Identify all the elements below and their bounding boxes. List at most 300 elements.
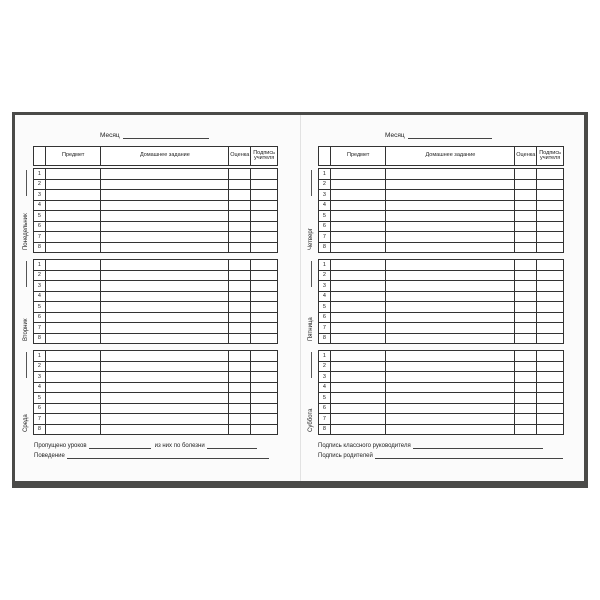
subject-cell[interactable]	[46, 313, 102, 323]
grade-cell[interactable]	[229, 302, 251, 312]
grade-cell[interactable]	[515, 425, 537, 434]
left-header-signature: Подпись учителя	[253, 149, 275, 161]
right-day-label: Четверг	[308, 228, 314, 250]
homework-cell[interactable]	[101, 271, 229, 281]
subject-cell[interactable]	[331, 201, 387, 211]
table-row	[318, 210, 564, 221]
signature-cell[interactable]	[251, 404, 277, 414]
signature-cell[interactable]	[537, 414, 563, 424]
grade-cell[interactable]	[229, 222, 251, 232]
row-number: 2	[34, 180, 46, 190]
table-row	[318, 189, 564, 200]
signature-cell[interactable]	[251, 425, 277, 434]
homework-cell[interactable]	[386, 334, 515, 343]
right-day-label: Суббота	[308, 408, 314, 432]
grade-cell[interactable]	[229, 404, 251, 414]
grade-cell[interactable]	[229, 313, 251, 323]
homework-cell[interactable]	[386, 271, 515, 281]
homework-cell[interactable]	[101, 425, 229, 434]
row-number: 5	[34, 393, 46, 403]
table-row	[318, 291, 564, 302]
table-row	[33, 322, 278, 333]
signature-cell[interactable]	[537, 372, 563, 382]
table-row	[33, 270, 278, 281]
illness-line	[207, 442, 257, 449]
row-number: 5	[319, 211, 331, 221]
homework-cell[interactable]	[386, 260, 515, 270]
grade-cell[interactable]	[515, 302, 537, 312]
left-day-line	[26, 170, 27, 196]
right-header-signature: Подпись учителя	[539, 149, 561, 161]
signature-cell[interactable]	[251, 292, 277, 302]
subject-cell[interactable]	[46, 222, 102, 232]
homework-cell[interactable]	[101, 211, 229, 221]
homework-cell[interactable]	[386, 190, 515, 200]
row-number: 8	[34, 243, 46, 252]
right-day-line	[311, 261, 312, 287]
row-number: 4	[34, 383, 46, 393]
homework-cell[interactable]	[101, 302, 229, 312]
grade-cell[interactable]	[515, 404, 537, 414]
signature-cell[interactable]	[251, 393, 277, 403]
homework-cell[interactable]	[101, 393, 229, 403]
left-day-block	[33, 350, 278, 434]
homework-cell[interactable]	[101, 222, 229, 232]
right-day-line	[311, 170, 312, 196]
left-header-subject: Предмет	[46, 147, 102, 165]
grade-cell[interactable]	[229, 243, 251, 252]
left-day-line	[26, 261, 27, 287]
subject-cell[interactable]	[46, 281, 102, 291]
subject-cell[interactable]	[331, 313, 387, 323]
row-number: 7	[319, 232, 331, 242]
subject-cell[interactable]	[46, 425, 102, 434]
left-day-block	[33, 259, 278, 343]
homework-cell[interactable]	[386, 169, 515, 179]
signature-cell[interactable]	[537, 313, 563, 323]
table-row	[318, 270, 564, 281]
homework-cell[interactable]	[101, 334, 229, 343]
table-row	[318, 424, 564, 435]
signature-cell[interactable]	[251, 169, 277, 179]
row-number: 7	[34, 323, 46, 333]
grade-cell[interactable]	[515, 243, 537, 252]
grade-cell[interactable]	[229, 362, 251, 372]
row-number: 1	[319, 351, 331, 361]
table-row	[33, 200, 278, 211]
row-number: 3	[319, 372, 331, 382]
table-row	[33, 371, 278, 382]
signature-cell[interactable]	[537, 222, 563, 232]
row-number: 5	[319, 393, 331, 403]
signature-cell[interactable]	[537, 362, 563, 372]
row-number: 2	[34, 362, 46, 372]
left-footer-missed	[34, 442, 257, 449]
grade-cell[interactable]	[229, 292, 251, 302]
grade-cell[interactable]	[515, 372, 537, 382]
homework-cell[interactable]	[101, 372, 229, 382]
homework-cell[interactable]	[101, 323, 229, 333]
homework-cell[interactable]	[101, 292, 229, 302]
signature-cell[interactable]	[537, 201, 563, 211]
table-row	[318, 259, 564, 270]
signature-cell[interactable]	[537, 190, 563, 200]
signature-cell[interactable]	[251, 334, 277, 343]
table-row	[33, 333, 278, 344]
right-day-label: Пятница	[308, 317, 314, 341]
right-day-block	[318, 168, 564, 252]
homework-cell[interactable]	[101, 362, 229, 372]
subject-cell[interactable]	[331, 180, 387, 190]
row-number: 4	[319, 201, 331, 211]
homework-cell[interactable]	[386, 372, 515, 382]
subject-cell[interactable]	[331, 232, 387, 242]
left-month-line	[123, 131, 209, 139]
table-row	[318, 322, 564, 333]
grade-cell[interactable]	[229, 323, 251, 333]
signature-cell[interactable]	[537, 393, 563, 403]
subject-cell[interactable]	[331, 414, 387, 424]
homework-cell[interactable]	[101, 383, 229, 393]
class-teacher-line	[413, 442, 543, 449]
table-row	[318, 242, 564, 253]
subject-cell[interactable]	[331, 169, 387, 179]
table-row	[318, 301, 564, 312]
page-spine	[300, 115, 301, 481]
right-header-homework: Домашнее задание	[386, 147, 515, 165]
table-row	[33, 242, 278, 253]
signature-cell[interactable]	[251, 180, 277, 190]
homework-cell[interactable]	[386, 414, 515, 424]
homework-cell[interactable]	[101, 232, 229, 242]
homework-cell[interactable]	[101, 313, 229, 323]
subject-cell[interactable]	[46, 169, 102, 179]
subject-cell[interactable]	[331, 425, 387, 434]
left-header-number	[34, 147, 46, 165]
signature-cell[interactable]	[537, 425, 563, 434]
grade-cell[interactable]	[515, 334, 537, 343]
grade-cell[interactable]	[229, 260, 251, 270]
row-number: 6	[319, 222, 331, 232]
grade-cell[interactable]	[515, 180, 537, 190]
table-row	[318, 392, 564, 403]
signature-cell[interactable]	[537, 302, 563, 312]
signature-cell[interactable]	[537, 404, 563, 414]
subject-cell[interactable]	[46, 351, 102, 361]
signature-cell[interactable]	[251, 211, 277, 221]
row-number: 4	[319, 383, 331, 393]
homework-cell[interactable]	[101, 201, 229, 211]
signature-cell[interactable]	[251, 222, 277, 232]
signature-cell[interactable]	[537, 351, 563, 361]
grade-cell[interactable]	[515, 292, 537, 302]
row-number: 2	[34, 271, 46, 281]
signature-cell[interactable]	[251, 351, 277, 361]
signature-cell[interactable]	[537, 180, 563, 190]
homework-cell[interactable]	[101, 169, 229, 179]
table-row	[33, 291, 278, 302]
row-number: 8	[34, 425, 46, 434]
table-row	[33, 231, 278, 242]
class-teacher-label: Подпись классного руководителя	[318, 443, 411, 449]
subject-cell[interactable]	[331, 404, 387, 414]
subject-cell[interactable]	[46, 260, 102, 270]
grade-cell[interactable]	[229, 393, 251, 403]
homework-cell[interactable]	[386, 425, 515, 434]
table-row	[33, 350, 278, 361]
subject-cell[interactable]	[46, 190, 102, 200]
signature-cell[interactable]	[537, 169, 563, 179]
subject-cell[interactable]	[46, 302, 102, 312]
homework-cell[interactable]	[386, 232, 515, 242]
grade-cell[interactable]	[229, 190, 251, 200]
subject-cell[interactable]	[331, 260, 387, 270]
table-row	[318, 350, 564, 361]
homework-cell[interactable]	[386, 243, 515, 252]
signature-cell[interactable]	[537, 334, 563, 343]
grade-cell[interactable]	[229, 180, 251, 190]
homework-cell[interactable]	[101, 260, 229, 270]
row-number: 4	[34, 292, 46, 302]
signature-cell[interactable]	[251, 414, 277, 424]
grade-cell[interactable]	[229, 334, 251, 343]
homework-cell[interactable]	[386, 404, 515, 414]
homework-cell[interactable]	[386, 313, 515, 323]
signature-cell[interactable]	[251, 281, 277, 291]
grade-cell[interactable]	[229, 372, 251, 382]
signature-cell[interactable]	[251, 271, 277, 281]
right-month-label: Месяц	[385, 132, 405, 139]
row-number: 6	[34, 404, 46, 414]
grade-cell[interactable]	[515, 211, 537, 221]
table-row	[318, 168, 564, 179]
parents-label: Подпись родителей	[318, 453, 373, 459]
homework-cell[interactable]	[386, 383, 515, 393]
grade-cell[interactable]	[229, 351, 251, 361]
left-footer-behavior	[34, 452, 269, 459]
table-row	[33, 413, 278, 424]
homework-cell[interactable]	[386, 393, 515, 403]
row-number: 2	[319, 271, 331, 281]
signature-cell[interactable]	[251, 201, 277, 211]
left-header-grade: Оценка	[229, 147, 251, 165]
table-row	[33, 259, 278, 270]
row-number: 7	[319, 414, 331, 424]
row-number: 3	[34, 372, 46, 382]
homework-cell[interactable]	[101, 243, 229, 252]
signature-cell[interactable]	[251, 313, 277, 323]
subject-cell[interactable]	[331, 281, 387, 291]
signature-cell[interactable]	[251, 362, 277, 372]
right-header-grade: Оценка	[515, 147, 537, 165]
subject-cell[interactable]	[46, 323, 102, 333]
homework-cell[interactable]	[386, 281, 515, 291]
signature-cell[interactable]	[537, 271, 563, 281]
subject-cell[interactable]	[46, 404, 102, 414]
homework-cell[interactable]	[101, 404, 229, 414]
grade-cell[interactable]	[229, 414, 251, 424]
subject-cell[interactable]	[46, 334, 102, 343]
table-row	[318, 231, 564, 242]
subject-cell[interactable]	[331, 393, 387, 403]
grade-cell[interactable]	[515, 260, 537, 270]
subject-cell[interactable]	[331, 323, 387, 333]
homework-cell[interactable]	[386, 351, 515, 361]
subject-cell[interactable]	[331, 372, 387, 382]
right-footer-class-teacher	[318, 442, 543, 449]
grade-cell[interactable]	[515, 169, 537, 179]
grade-cell[interactable]	[229, 211, 251, 221]
row-number: 8	[319, 334, 331, 343]
grade-cell[interactable]	[229, 425, 251, 434]
subject-cell[interactable]	[331, 351, 387, 361]
grade-cell[interactable]	[515, 232, 537, 242]
grade-cell[interactable]	[229, 232, 251, 242]
homework-cell[interactable]	[386, 180, 515, 190]
row-number: 1	[319, 260, 331, 270]
row-number: 5	[34, 302, 46, 312]
left-day-line	[26, 352, 27, 378]
grade-cell[interactable]	[515, 190, 537, 200]
subject-cell[interactable]	[331, 190, 387, 200]
signature-cell[interactable]	[251, 323, 277, 333]
grade-cell[interactable]	[515, 313, 537, 323]
subject-cell[interactable]	[331, 292, 387, 302]
subject-cell[interactable]	[331, 362, 387, 372]
grade-cell[interactable]	[515, 201, 537, 211]
row-number: 6	[319, 313, 331, 323]
grade-cell[interactable]	[515, 351, 537, 361]
grade-cell[interactable]	[229, 281, 251, 291]
homework-cell[interactable]	[386, 302, 515, 312]
subject-cell[interactable]	[46, 372, 102, 382]
row-number: 3	[319, 190, 331, 200]
subject-cell[interactable]	[46, 232, 102, 242]
left-day-label: Среда	[23, 414, 29, 432]
table-row	[318, 403, 564, 414]
homework-cell[interactable]	[386, 292, 515, 302]
signature-cell[interactable]	[537, 281, 563, 291]
subject-cell[interactable]	[331, 222, 387, 232]
grade-cell[interactable]	[229, 169, 251, 179]
table-row	[318, 413, 564, 424]
table-row	[318, 280, 564, 291]
signature-cell[interactable]	[537, 232, 563, 242]
table-row	[33, 280, 278, 291]
row-number: 6	[34, 313, 46, 323]
signature-cell[interactable]	[251, 260, 277, 270]
table-row	[33, 403, 278, 414]
homework-cell[interactable]	[101, 180, 229, 190]
right-header-number	[319, 147, 331, 165]
grade-cell[interactable]	[515, 323, 537, 333]
homework-cell[interactable]	[101, 190, 229, 200]
subject-cell[interactable]	[46, 243, 102, 252]
signature-cell[interactable]	[537, 260, 563, 270]
row-number: 1	[34, 169, 46, 179]
grade-cell[interactable]	[515, 281, 537, 291]
grade-cell[interactable]	[229, 383, 251, 393]
row-number: 7	[34, 232, 46, 242]
grade-cell[interactable]	[515, 414, 537, 424]
homework-cell[interactable]	[386, 222, 515, 232]
subject-cell[interactable]	[46, 362, 102, 372]
homework-cell[interactable]	[386, 211, 515, 221]
homework-cell[interactable]	[386, 201, 515, 211]
left-day-label: Понедельник	[23, 213, 29, 250]
subject-cell[interactable]	[331, 334, 387, 343]
left-day-label: Вторник	[23, 318, 29, 341]
row-number: 5	[34, 211, 46, 221]
right-day-block	[318, 259, 564, 343]
homework-cell[interactable]	[386, 362, 515, 372]
parents-line	[375, 452, 563, 459]
row-number: 3	[319, 281, 331, 291]
row-number: 1	[34, 260, 46, 270]
table-row	[33, 312, 278, 323]
grade-cell[interactable]	[515, 362, 537, 372]
signature-cell[interactable]	[251, 372, 277, 382]
table-row	[33, 424, 278, 435]
grade-cell[interactable]	[229, 201, 251, 211]
homework-cell[interactable]	[101, 351, 229, 361]
missed-lessons-label: Пропущено уроков	[34, 443, 87, 449]
signature-cell[interactable]	[251, 302, 277, 312]
subject-cell[interactable]	[46, 201, 102, 211]
subject-cell[interactable]	[46, 180, 102, 190]
right-day-block	[318, 350, 564, 434]
table-row	[33, 392, 278, 403]
signature-cell[interactable]	[251, 232, 277, 242]
grade-cell[interactable]	[515, 393, 537, 403]
right-header-subject: Предмет	[331, 147, 387, 165]
subject-cell[interactable]	[46, 211, 102, 221]
grade-cell[interactable]	[515, 271, 537, 281]
left-month-field	[100, 131, 209, 139]
right-month-line	[408, 131, 492, 139]
signature-cell[interactable]	[251, 190, 277, 200]
signature-cell[interactable]	[537, 383, 563, 393]
table-row	[318, 382, 564, 393]
subject-cell[interactable]	[331, 383, 387, 393]
subject-cell[interactable]	[331, 271, 387, 281]
signature-cell[interactable]	[537, 292, 563, 302]
subject-cell[interactable]	[331, 302, 387, 312]
row-number: 4	[34, 201, 46, 211]
subject-cell[interactable]	[331, 211, 387, 221]
signature-cell[interactable]	[251, 383, 277, 393]
left-table-header	[33, 146, 278, 166]
signature-cell[interactable]	[537, 243, 563, 252]
grade-cell[interactable]	[515, 383, 537, 393]
subject-cell[interactable]	[46, 393, 102, 403]
subject-cell[interactable]	[46, 414, 102, 424]
subject-cell[interactable]	[46, 292, 102, 302]
homework-cell[interactable]	[101, 414, 229, 424]
grade-cell[interactable]	[229, 271, 251, 281]
homework-cell[interactable]	[101, 281, 229, 291]
subject-cell[interactable]	[46, 271, 102, 281]
signature-cell[interactable]	[537, 211, 563, 221]
signature-cell[interactable]	[251, 243, 277, 252]
signature-cell[interactable]	[537, 323, 563, 333]
subject-cell[interactable]	[331, 243, 387, 252]
homework-cell[interactable]	[386, 323, 515, 333]
subject-cell[interactable]	[46, 383, 102, 393]
row-number: 5	[319, 302, 331, 312]
grade-cell[interactable]	[515, 222, 537, 232]
row-number: 4	[319, 292, 331, 302]
